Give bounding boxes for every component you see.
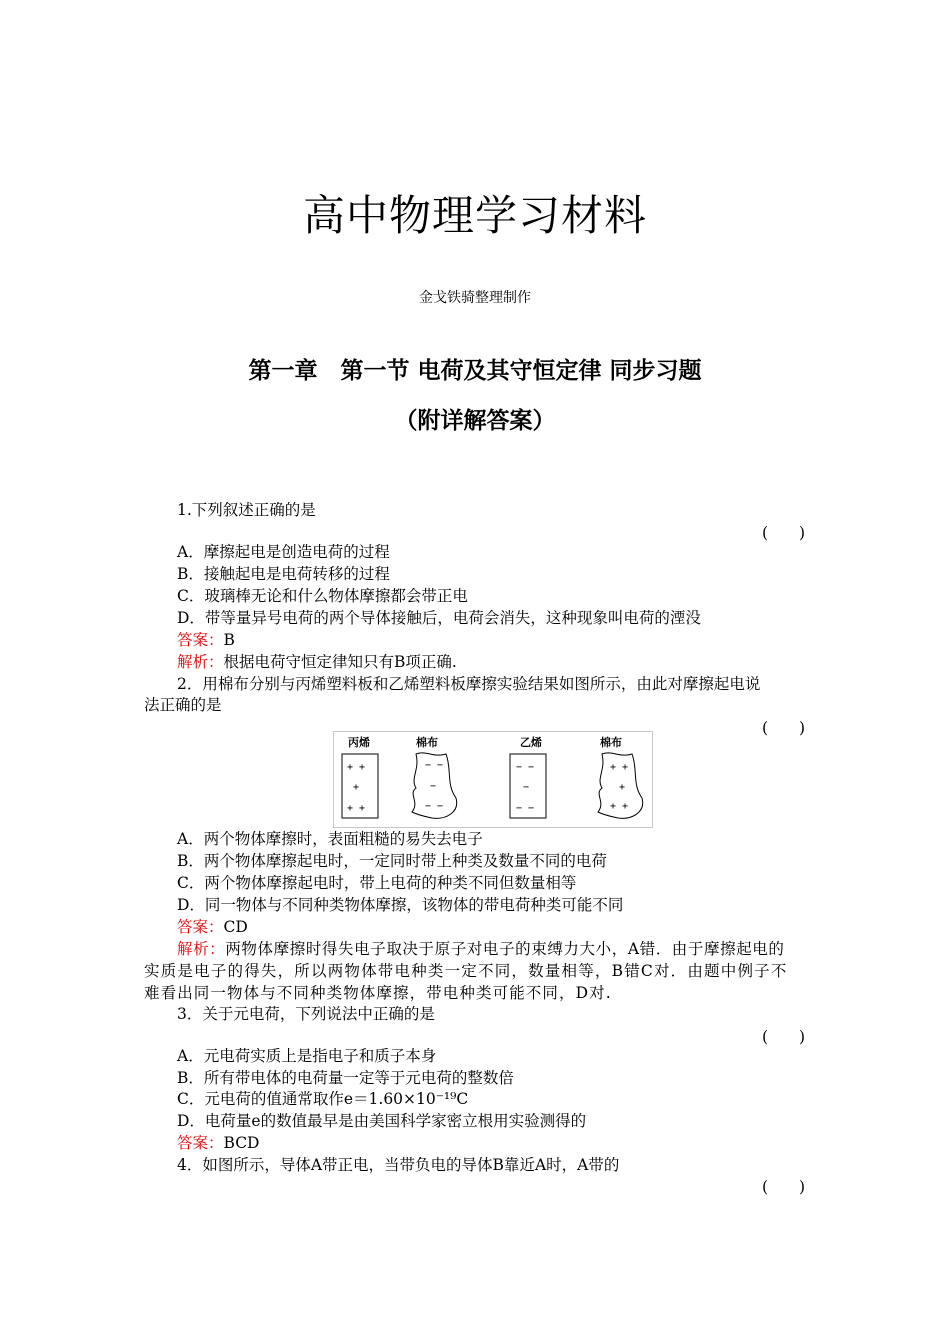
- q2-stem-line1: 2．用棉布分别与丙烯塑料板和乙烯塑料板摩擦实验结果如图所示，由此对摩擦起电说: [177, 675, 761, 693]
- q4-answer-blank: ( ): [762, 1178, 806, 1196]
- svg-text:−: −: [523, 782, 530, 793]
- document-subtitle: 金戈铁骑整理制作: [419, 290, 531, 306]
- analysis-label: 解析：: [177, 653, 224, 671]
- svg-text:+ +: + +: [610, 762, 629, 773]
- svg-text:− −: − −: [425, 801, 444, 812]
- chapter-title: 第一章 第一节 电荷及其守恒定律 同步习题: [248, 357, 702, 384]
- q3-answer: [177, 1132, 259, 1154]
- svg-text:+ +: + +: [347, 803, 366, 814]
- q1-analysis: [177, 651, 457, 673]
- figure-label-propylene: 丙烯: [348, 736, 370, 749]
- q2-option-b: B．两个物体摩擦起电时，一定同时带上种类及数量不同的电荷: [177, 852, 607, 870]
- q2-option-d: D．同一物体与不同种类物体摩擦，该物体的带电荷种类可能不同: [177, 896, 624, 914]
- svg-text:− −: − −: [516, 762, 535, 773]
- svg-text:−: −: [430, 781, 437, 792]
- analysis-text: 两物体摩擦时得失电子取决于原子对电子的束缚力大小，A错．由于摩擦起电的: [225, 940, 785, 958]
- svg-text:+ +: + +: [610, 801, 629, 812]
- answer-value: B: [223, 631, 235, 649]
- q3-stem: 3．关于元电荷，下列说法中正确的是: [177, 1005, 435, 1023]
- q3-option-a: A．元电荷实质上是指电子和质子本身: [177, 1047, 437, 1065]
- svg-text:− −: − −: [516, 803, 535, 814]
- figure-drawing: [334, 732, 652, 827]
- figure-label-ethylene: 乙烯: [520, 736, 542, 749]
- answer-label: 答案：: [177, 918, 224, 936]
- q2-stem-line2: 法正确的是: [144, 696, 222, 714]
- q2-analysis-line1: [177, 938, 785, 960]
- q3-option-d: D．电荷量e的数值最早是由美国科学家密立根用实验测得的: [177, 1112, 587, 1130]
- q3-answer-blank: ( ): [762, 1028, 806, 1046]
- q1-option-d: D．带等量异号电荷的两个导体接触后，电荷会消失，这种现象叫电荷的湮没: [177, 609, 701, 627]
- svg-text:+: +: [619, 782, 626, 793]
- q1-option-a: A．摩擦起电是创造电荷的过程: [177, 543, 390, 561]
- answer-value: BCD: [223, 1134, 260, 1152]
- analysis-text: 根据电荷守恒定律知只有B项正确.: [223, 653, 457, 671]
- q4-stem: 4．如图所示，导体A带正电，当带负电的导体B靠近A时，A带的: [177, 1156, 620, 1174]
- q2-analysis-line2: 实质是电子的得失，所以两物体带电种类一定不同，数量相等，B错C对．由题中例子不: [144, 962, 788, 980]
- svg-text:− −: − −: [425, 760, 444, 771]
- answer-value: CD: [223, 918, 248, 936]
- q2-analysis-line3: 难看出同一物体与不同种类物体摩擦，带电种类可能不同，D对.: [144, 984, 612, 1002]
- q2-option-c: C．两个物体摩擦起电时，带上电荷的种类不同但数量相等: [177, 874, 577, 892]
- q1-option-b: B．接触起电是电荷转移的过程: [177, 565, 390, 583]
- q2-answer-blank: ( ): [762, 719, 806, 737]
- figure-label-cotton-2: 棉布: [600, 736, 622, 749]
- analysis-label: 解析：: [177, 940, 226, 958]
- svg-text:+ +: + +: [347, 762, 366, 773]
- q3-option-b: B．所有带电体的电荷量一定等于元电荷的整数倍: [177, 1069, 514, 1087]
- q1-stem: 1.下列叙述正确的是: [177, 501, 316, 519]
- q1-answer-blank: ( ): [762, 524, 806, 542]
- document-title: 高中物理学习材料: [302, 191, 647, 240]
- q2-answer: [177, 916, 248, 938]
- q3-option-c: C．元电荷的值通常取作e＝1.60×10⁻¹⁹C: [177, 1090, 469, 1108]
- q2-option-a: A．两个物体摩擦时，表面粗糙的易失去电子: [177, 830, 483, 848]
- answer-label: 答案：: [177, 1134, 224, 1152]
- answer-label: 答案：: [177, 631, 224, 649]
- figure-label-cotton-1: 棉布: [416, 736, 438, 749]
- svg-text:+: +: [353, 782, 360, 793]
- friction-charge-figure: [333, 731, 653, 828]
- q1-answer: [177, 629, 235, 651]
- chapter-subtitle: （附详解答案）: [394, 407, 556, 434]
- q1-option-c: C．玻璃棒无论和什么物体摩擦都会带正电: [177, 587, 468, 605]
